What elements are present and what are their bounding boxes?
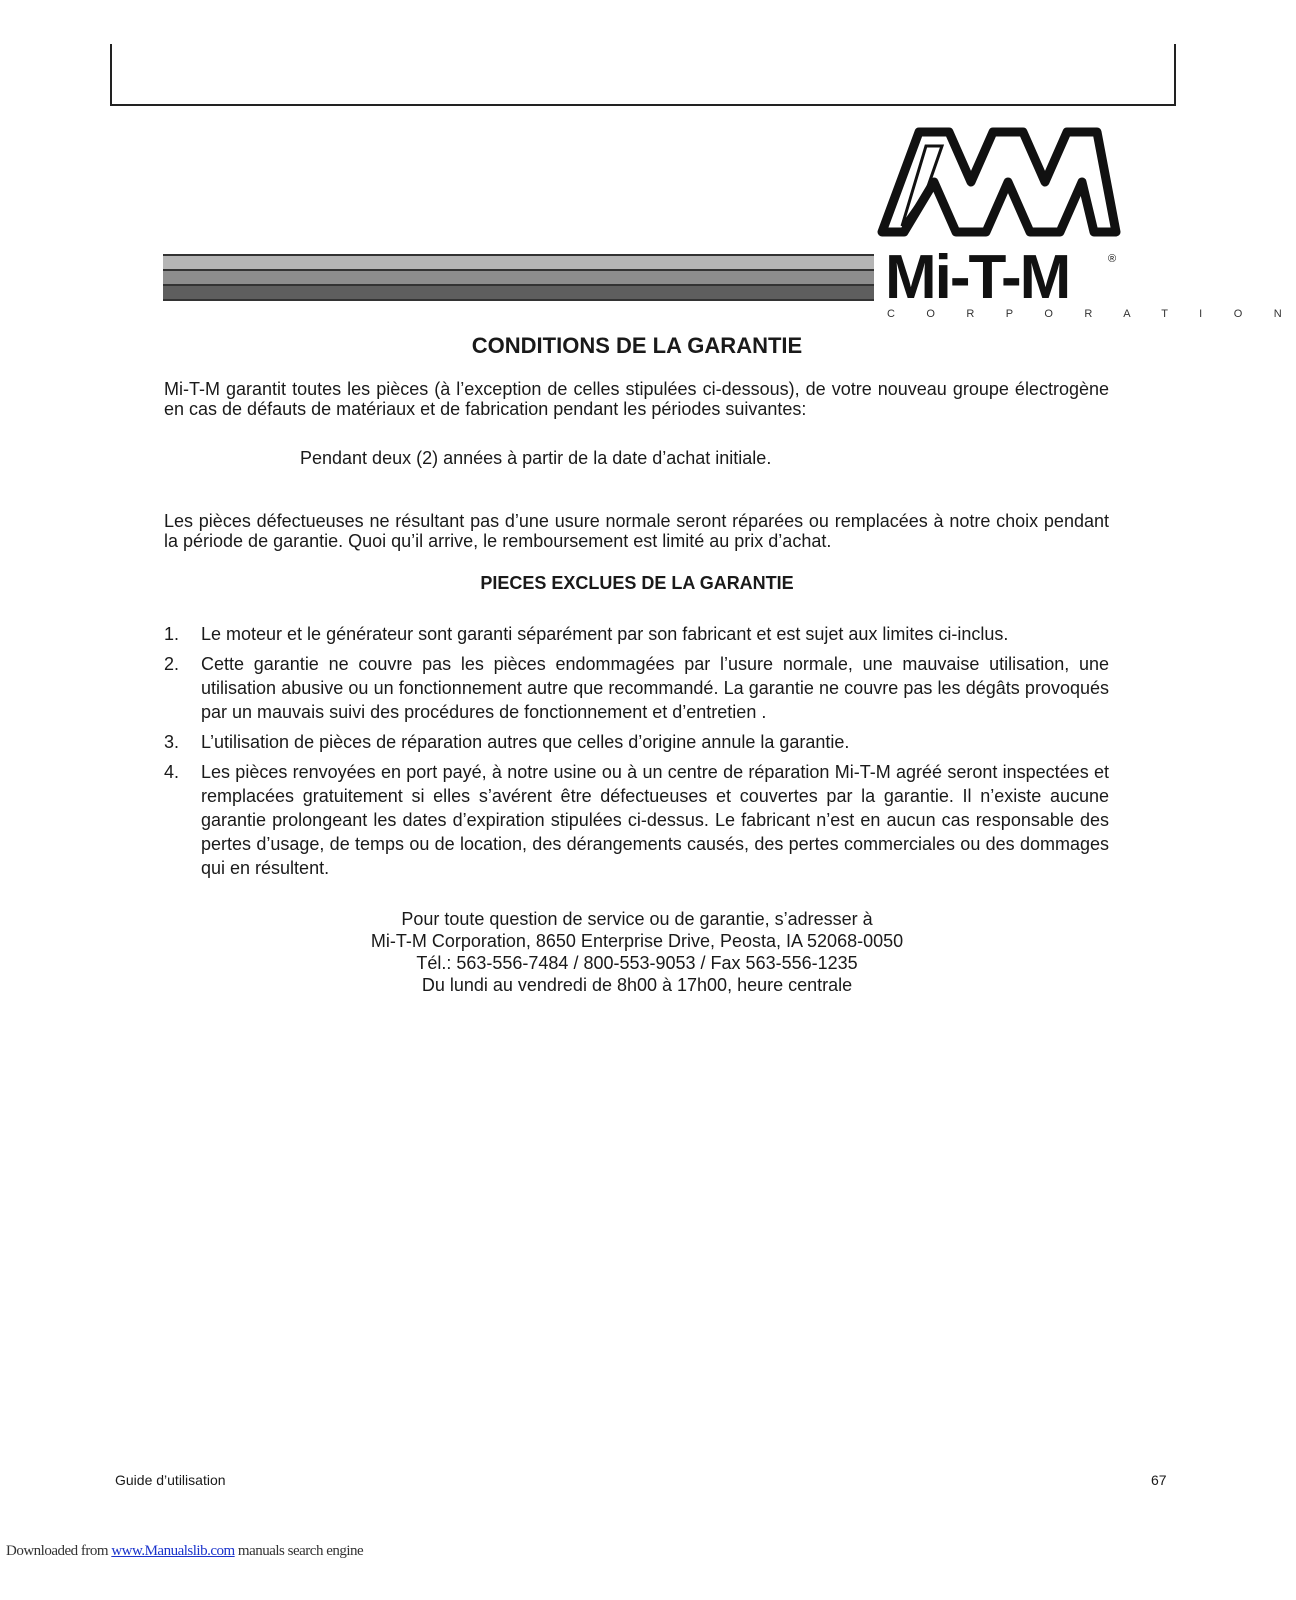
list-item [164, 622, 1109, 646]
footer-guide-label: Guide d’utilisation [115, 1472, 226, 1488]
manualslib-link[interactable]: www.Manualslib.com [111, 1543, 235, 1559]
contact-block [0, 908, 1274, 996]
list-text: L’utilisation de pièces de réparation autres que celles d’origine annule la garantie. [201, 732, 850, 752]
list-item [164, 730, 1109, 754]
list-text: Le moteur et le générateur sont garanti séparément par son fabricant et est sujet aux limites ci-inclus. [201, 624, 1009, 644]
stripe-medium [163, 269, 874, 284]
list-text: Les pièces renvoyées en port payé, à notre usine ou à un centre de réparation Mi-T-M agréé seront inspectées et remplacées gratuitement si elles s’avérent être défectueuses et couvertes par la garantie. Il n’existe aucune garantie prolongeant les dates d’expiration stipulées ci-dessus. Le fabricant n’est en aucun cas responsable des pertes d’usage, de temps ou de location, des dérangements causés, des pertes commerciales ou des dommages qui en résultent. [201, 762, 1109, 878]
page-title: CONDITIONS DE LA GARANTIE [471, 333, 803, 358]
list-text: Cette garantie ne couvre pas les pièces endommagées par l’usure normale, une mauvaise utilisation, une utilisation abusive ou un fonctionnement autre que recommandé. La garantie ne couvre pas les dégâts provoqués par un mauvais suivi des procédures de fonctionnement et d’entretien . [201, 654, 1109, 722]
list-number: 4. [164, 762, 180, 782]
intro-paragraph: Mi-T-M garantit toutes les pièces (à l’exception de celles stipulées ci-dessous), de votre nouveau groupe électrogène en cas de défauts de matériaux et de fabrication pendant les périodes suivantes: [164, 379, 1109, 419]
header-frame [110, 44, 1176, 106]
contact-hours: Du lundi au vendredi de 8h00 à 17h00, heure centrale [421, 975, 853, 995]
contact-phone: Tél.: 563-556-7484 / 800-553-9053 / Fax 563-556-1235 [416, 953, 858, 973]
stripe-dark [163, 284, 874, 301]
logo-wordmark: Mi-T-M [885, 243, 1070, 312]
page-number: 67 [1151, 1472, 1167, 1488]
download-suffix: manuals search engine [234, 1543, 364, 1559]
download-prefix: Downloaded from [6, 1543, 112, 1559]
defect-paragraph: Les pièces défectueuses ne résultant pas d’une usure normale seront réparées ou remplacées à notre choix pendant la période de garantie. Quoi qu’il arrive, le remboursement est limité au prix d’achat. [164, 511, 1109, 551]
contact-line: Pour toute question de service ou de garantie, s’adresser à [401, 909, 873, 929]
header-stripes [163, 254, 874, 301]
list-item [164, 652, 1109, 724]
logo-tagline: C O R P O R A T I O N [887, 308, 1296, 320]
list-number: 3. [164, 732, 180, 752]
exclusions-title: PIECES EXCLUES DE LA GARANTIE [480, 573, 794, 593]
list-number: 1. [164, 624, 180, 644]
contact-address: Mi-T-M Corporation, 8650 Enterprise Drive, Peosta, IA 52068-0050 [370, 931, 904, 951]
list-item [164, 760, 1109, 880]
exclusions-list [164, 622, 1109, 886]
stripe-light [163, 254, 874, 269]
download-notice [6, 1543, 363, 1560]
list-number: 2. [164, 654, 180, 674]
warranty-period: Pendant deux (2) années à partir de la date d’achat initiale. [300, 448, 772, 468]
registered-mark: ® [1108, 253, 1117, 265]
